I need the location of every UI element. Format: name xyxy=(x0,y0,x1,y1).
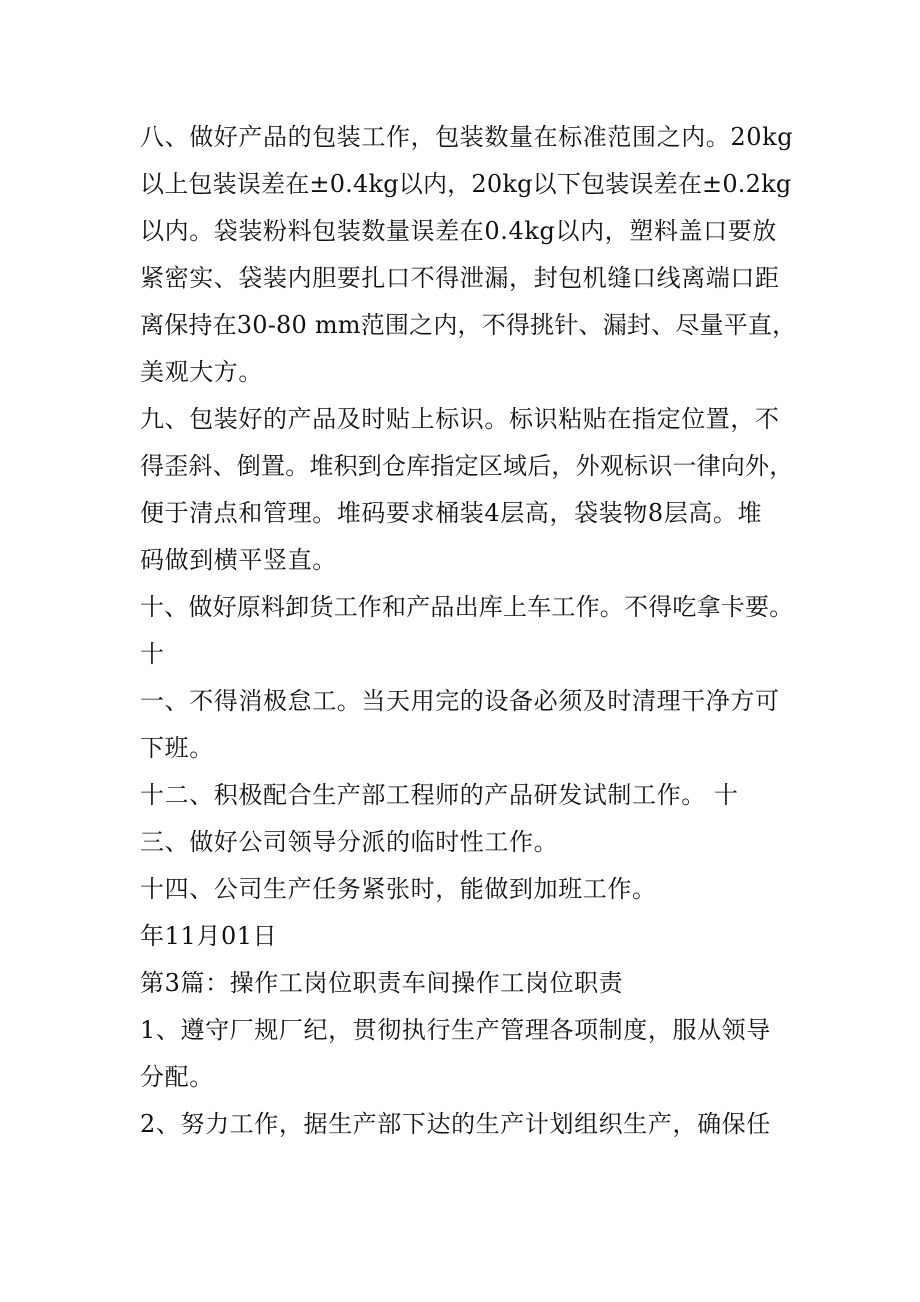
text-line: 十、做好原料卸货工作和产品出库上车工作。不得吃拿卡要。 xyxy=(140,593,794,621)
text-line: 年11月01日 xyxy=(140,922,278,950)
text-line: 八、做好产品的包装工作，包装数量在标准范围之内。20kg xyxy=(140,123,794,151)
text-line: 2、努力工作，据生产部下达的生产计划组织生产，确保任 xyxy=(140,1110,771,1138)
text-line: 十 xyxy=(140,640,165,668)
text-line: 九、包装好的产品及时贴上标识。标识粘贴在指定位置，不 xyxy=(140,405,780,433)
text-line: 离保持在30-80 mm范围之内，不得挑针、漏封、尽量平直， xyxy=(140,311,797,339)
text-line: 码做到横平竖直。 xyxy=(140,546,337,574)
text-line: 十二、积极配合生产部工程师的产品研发试制工作。 十 xyxy=(140,781,739,809)
text-line: 得歪斜、倒置。堆积到仓库指定区域后，外观标识一律向外， xyxy=(140,452,794,480)
text-line: 十四、公司生产任务紧张时，能做到加班工作。 xyxy=(140,875,657,903)
text-line: 以上包装误差在±0.4kg以内，20kg以下包装误差在±0.2kg xyxy=(140,170,792,198)
text-line: 以内。袋装粉料包装数量误差在0.4kg以内，塑料盖口要放 xyxy=(140,217,777,245)
text-line: 一、不得消极怠工。当天用完的设备必须及时清理干净方可 xyxy=(140,687,780,715)
text-line: 紧密实、袋装内胆要扎口不得泄漏，封包机缝口线离端口距 xyxy=(140,264,780,292)
text-line: 三、做好公司领导分派的临时性工作。 xyxy=(140,828,559,856)
text-line: 美观大方。 xyxy=(140,358,263,386)
text-line: 下班。 xyxy=(140,734,214,762)
document-body xyxy=(140,114,800,1148)
text-line: 便于清点和管理。堆码要求桶装4层高，袋装物8层高。堆 xyxy=(140,499,763,527)
text-line: 分配。 xyxy=(140,1063,214,1091)
section-heading: 第3篇：操作工岗位职责车间操作工岗位职责 xyxy=(140,969,624,997)
text-line: 1、遵守厂规厂纪，贯彻执行生产管理各项制度，服从领导 xyxy=(140,1016,771,1044)
